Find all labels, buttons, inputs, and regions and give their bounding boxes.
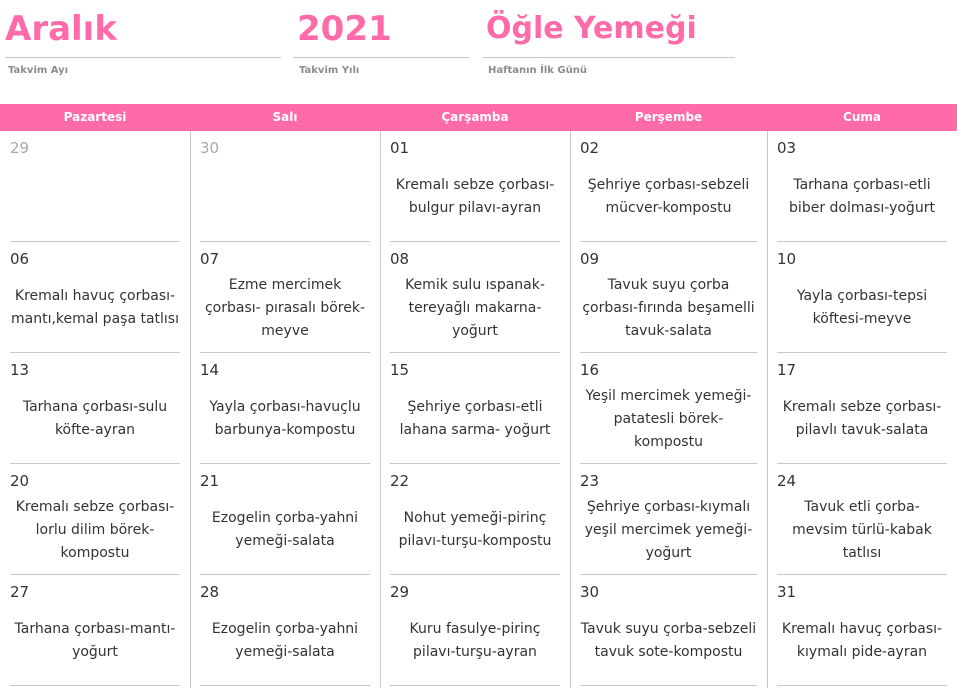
column-divider	[380, 131, 381, 688]
day-cell-thursday[interactable]	[580, 131, 757, 242]
row-divider	[390, 685, 560, 686]
meal-text[interactable]: Tavuk suyu çorba çorbası-fırında beşamelli tavuk-salata	[582, 276, 755, 339]
meal-text[interactable]: Ezogelin çorba-yahni yemeği-salata	[211, 621, 359, 660]
month-value[interactable]: Aralık	[5, 9, 117, 49]
meal-text[interactable]: Kemik sulu ıspanak-tereyağlı makarna-yoğurt	[405, 276, 545, 339]
first-day-underline	[482, 57, 735, 58]
year-caption: Takvim Yılı	[299, 65, 360, 76]
day-cell-friday[interactable]	[777, 242, 947, 353]
meal-text[interactable]: Tarhana çorbası-mantı-yoğurt	[14, 621, 176, 660]
day-cell-tuesday[interactable]	[200, 131, 370, 242]
day-cell-tuesday[interactable]	[200, 575, 370, 686]
meal-text[interactable]: Şehriye çorbası-kıymalı yeşil mercimek yemeği-yoğurt	[584, 498, 753, 561]
weekday-header	[0, 104, 957, 131]
day-number: 03	[777, 139, 797, 157]
day-number: 17	[777, 361, 797, 379]
meal-text[interactable]: Yeşil mercimek yemeği-patatesli börek-kompostu	[585, 387, 752, 450]
weekday-wednesday: Çarşamba	[441, 110, 509, 124]
first-day-caption: Haftanın İlk Günü	[488, 65, 587, 76]
weekday-monday: Pazartesi	[63, 110, 127, 124]
meal-text[interactable]	[200, 160, 370, 234]
day-number: 30	[200, 139, 220, 157]
day-number: 14	[200, 361, 220, 379]
day-number: 13	[10, 361, 30, 379]
day-cell-friday[interactable]	[777, 575, 947, 686]
day-cell-wednesday[interactable]	[390, 131, 560, 242]
row-divider	[10, 685, 180, 686]
day-cell-thursday[interactable]	[580, 575, 757, 686]
day-cell-thursday[interactable]	[580, 464, 757, 575]
day-number: 15	[390, 361, 410, 379]
meal-text[interactable]: Kremalı havuç çorbası-kıymalı pide-ayran	[781, 621, 943, 660]
day-number: 16	[580, 361, 600, 379]
meal-text[interactable]: Şehriye çorbası-sebzeli mücver-kompostu	[587, 177, 750, 216]
day-number: 07	[200, 250, 220, 268]
day-number: 28	[200, 583, 220, 601]
row-divider	[777, 685, 947, 686]
day-cell-friday[interactable]	[777, 353, 947, 464]
day-cell-thursday[interactable]	[580, 242, 757, 353]
day-cell-monday[interactable]	[10, 464, 180, 575]
meal-text[interactable]: Tavuk suyu çorba-sebzeli tavuk sote-kompostu	[580, 621, 757, 660]
day-cell-wednesday[interactable]	[390, 242, 560, 353]
column-divider	[190, 131, 191, 688]
day-number: 08	[390, 250, 410, 268]
day-cell-monday[interactable]	[10, 353, 180, 464]
day-cell-monday[interactable]	[10, 242, 180, 353]
year-value[interactable]: 2021	[297, 9, 392, 49]
day-cell-tuesday[interactable]	[200, 464, 370, 575]
year-underline	[293, 57, 470, 58]
month-caption: Takvim Ayı	[8, 65, 69, 76]
meal-text[interactable]: Yayla çorbası-tepsi köftesi-meyve	[796, 288, 928, 327]
meal-text[interactable]: Tarhana çorbası-etli biber dolması-yoğurt	[789, 177, 935, 216]
day-number: 02	[580, 139, 600, 157]
meal-text[interactable]: Ezogelin çorba-yahni yemeği-salata	[211, 510, 359, 549]
row-divider	[200, 685, 370, 686]
day-cell-wednesday[interactable]	[390, 575, 560, 686]
weekday-tuesday: Salı	[272, 110, 298, 124]
day-cell-monday[interactable]	[10, 575, 180, 686]
day-cell-thursday[interactable]	[580, 353, 757, 464]
day-cell-tuesday[interactable]	[200, 242, 370, 353]
weekday-friday: Cuma	[843, 110, 881, 124]
day-number: 09	[580, 250, 600, 268]
day-number: 24	[777, 472, 797, 490]
day-number: 21	[200, 472, 220, 490]
column-divider	[570, 131, 571, 688]
meal-text[interactable]: Nohut yemeği-pirinç pilavı-turşu-kompostu	[398, 510, 552, 549]
day-number: 10	[777, 250, 797, 268]
day-number: 01	[390, 139, 410, 157]
day-number: 29	[10, 139, 30, 157]
meal-text[interactable]: Tavuk etli çorba-mevsim türlü-kabak tatlısı	[792, 498, 932, 561]
meal-text[interactable]: Ezme mercimek çorbası- pırasalı börek-meyve	[204, 276, 366, 339]
meal-text[interactable]: Kremalı havuç çorbası-mantı,kemal paşa tatlısı	[10, 288, 179, 327]
meal-text[interactable]: Yayla çorbası-havuçlu barbunya-kompostu	[209, 399, 361, 438]
day-number: 27	[10, 583, 30, 601]
month-underline	[5, 57, 281, 58]
meal-text[interactable]: Kuru fasulye-pirinç pilavı-turşu-ayran	[409, 621, 541, 660]
day-cell-friday[interactable]	[777, 131, 947, 242]
day-number: 23	[580, 472, 600, 490]
day-cell-monday[interactable]	[10, 131, 180, 242]
day-cell-friday[interactable]	[777, 464, 947, 575]
day-cell-tuesday[interactable]	[200, 353, 370, 464]
day-number: 06	[10, 250, 30, 268]
meal-text[interactable]	[10, 160, 180, 234]
day-number: 20	[10, 472, 30, 490]
day-number: 29	[390, 583, 410, 601]
meal-text[interactable]: Tarhana çorbası-sulu köfte-ayran	[22, 399, 168, 438]
day-number: 22	[390, 472, 410, 490]
calendar-grid	[0, 131, 957, 688]
meal-text[interactable]: Şehriye çorbası-etli lahana sarma- yoğurt	[399, 399, 551, 438]
column-divider	[767, 131, 768, 688]
day-number: 30	[580, 583, 600, 601]
row-divider	[580, 685, 757, 686]
day-cell-wednesday[interactable]	[390, 464, 560, 575]
day-cell-wednesday[interactable]	[390, 353, 560, 464]
meal-text[interactable]: Kremalı sebze çorbası-bulgur pilavı-ayran	[395, 177, 555, 216]
meal-text[interactable]: Kremalı sebze çorbası-pilavlı tavuk-salata	[782, 399, 942, 438]
first-day-value[interactable]: Öğle Yemeği	[486, 11, 697, 46]
day-number: 31	[777, 583, 797, 601]
meal-text[interactable]: Kremalı sebze çorbası-lorlu dilim börek-kompostu	[15, 498, 175, 561]
weekday-thursday: Perşembe	[634, 110, 703, 124]
